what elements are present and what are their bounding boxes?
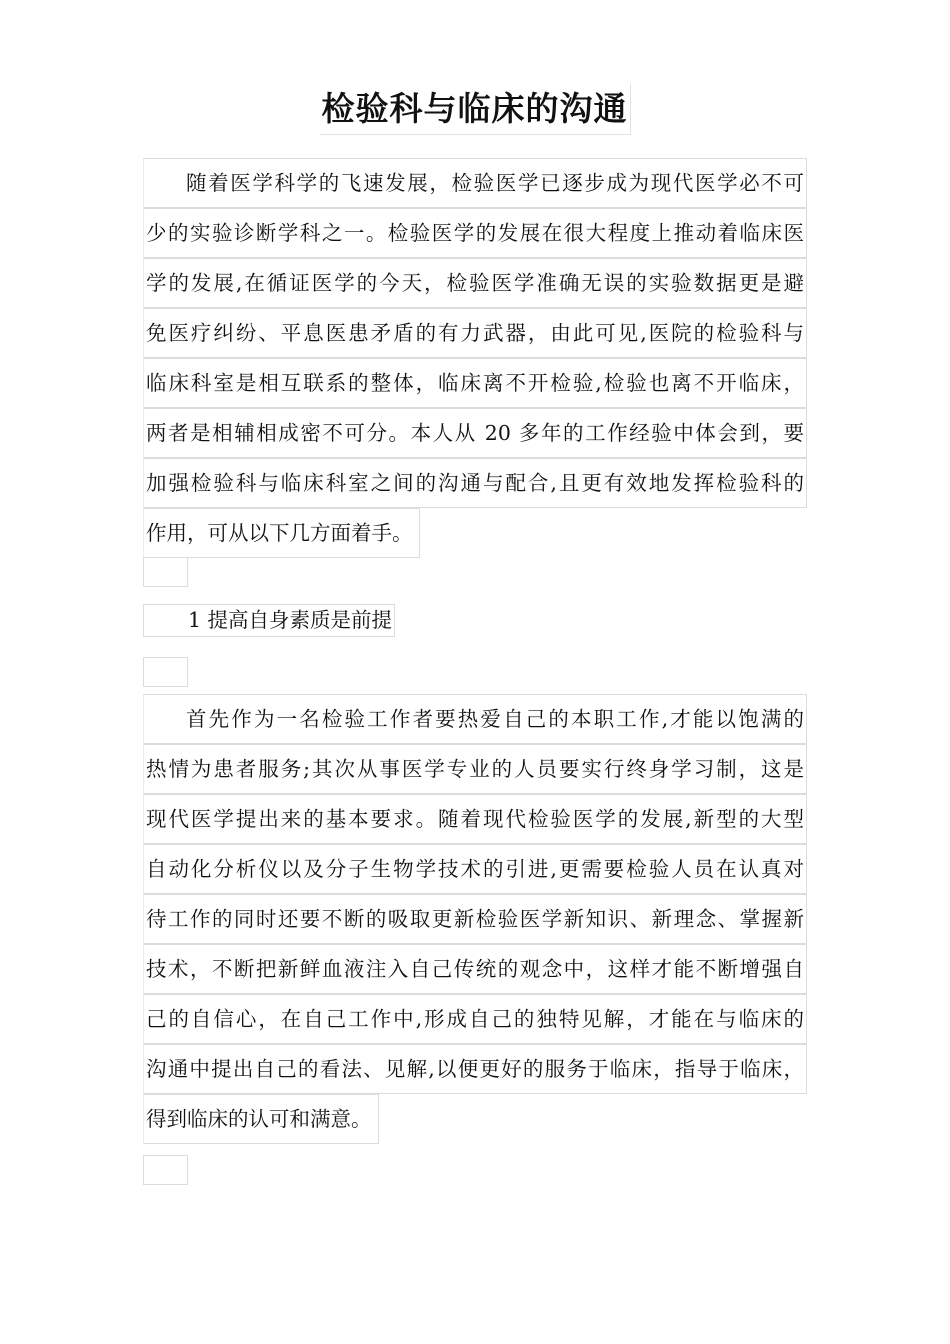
paragraph-line: 得到临床的认可和满意。 <box>143 1094 379 1144</box>
document-title <box>0 84 950 135</box>
paragraph-line: 加强检验科与临床科室之间的沟通与配合,且更有效地发挥检验科的 <box>143 458 807 508</box>
empty-line <box>143 1155 188 1185</box>
paragraph-line: 作用，可从以下几方面着手。 <box>143 508 420 558</box>
empty-line <box>143 657 188 687</box>
paragraph-line: 少的实验诊断学科之一。检验医学的发展在很大程度上推动着临床医 <box>143 208 807 258</box>
paragraph-line: 随着医学科学的飞速发展，检验医学已逐步成为现代医学必不可 <box>143 158 807 208</box>
paragraph-line: 热情为患者服务;其次从事医学专业的人员要实行终身学习制，这是 <box>143 744 807 794</box>
paragraph-line: 现代医学提出来的基本要求。随着现代检验医学的发展,新型的大型 <box>143 794 807 844</box>
paragraph-line: 临床科室是相互联系的整体，临床离不开检验,检验也离不开临床， <box>143 358 807 408</box>
paragraph-line: 免医疗纠纷、平息医患矛盾的有力武器，由此可见,医院的检验科与 <box>143 308 807 358</box>
document-title-text: 检验科与临床的沟通 <box>320 84 631 135</box>
paragraph-line: 己的自信心，在自己工作中,形成自己的独特见解，才能在与临床的 <box>143 994 807 1044</box>
empty-line <box>143 557 188 587</box>
paragraph-line: 沟通中提出自己的看法、见解,以便更好的服务于临床，指导于临床， <box>143 1044 807 1094</box>
paragraph-line: 技术，不断把新鲜血液注入自己传统的观念中，这样才能不断增强自 <box>143 944 807 994</box>
paragraph-line: 待工作的同时还要不断的吸取更新检验医学新知识、新理念、掌握新 <box>143 894 807 944</box>
section-heading: 1 提高自身素质是前提 <box>143 604 395 637</box>
paragraph-line: 自动化分析仪以及分子生物学技术的引进,更需要检验人员在认真对 <box>143 844 807 894</box>
paragraph-section-1 <box>143 694 807 1148</box>
paragraph-line: 两者是相辅相成密不可分。本人从 20 多年的工作经验中体会到，要 <box>143 408 807 458</box>
paragraph-line: 首先作为一名检验工作者要热爱自己的本职工作,才能以饱满的 <box>143 694 807 744</box>
paragraph-intro <box>143 158 807 562</box>
paragraph-line: 学的发展,在循证医学的今天，检验医学准确无误的实验数据更是避 <box>143 258 807 308</box>
